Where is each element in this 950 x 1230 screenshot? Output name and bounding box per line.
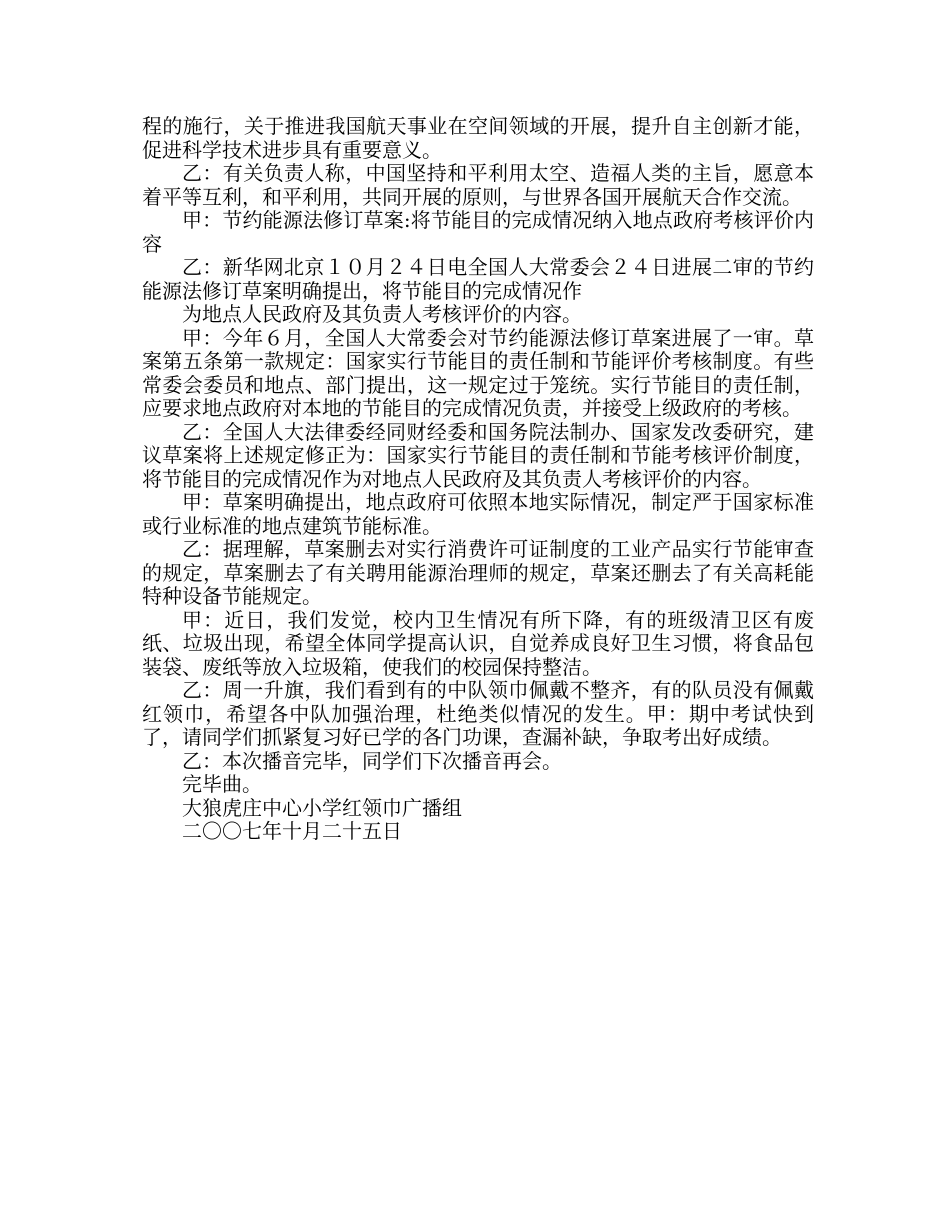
paragraph-10: 甲：近日，我们发觉，校内卫生情况有所下降，有的班级清卫区有废纸、垃圾出现，希望全体同学提高认识，自觉养成良好卫生习惯，将食品包装袋、废纸等放入垃圾箱，使我们的校园保持整洁。 bbox=[142, 607, 814, 679]
paragraph-6: 甲：今年６月，全国人大常委会对节约能源法修订草案进展了一审。草案第五条第一款规定：国家实行节能目的责任制和节能评价考核制度。有些常委会委员和地点、部门提出，这一规定过于笼统。实行节能目的责任制，应要求地点政府对本地的节能目的完成情况负责，并接受上级政府的考核。 bbox=[142, 325, 814, 420]
signature-date: 二〇〇七年十月二十五日 bbox=[182, 819, 402, 843]
paragraph-5: 为地点人民政府及其负责人考核评价的内容。 bbox=[182, 302, 582, 326]
closing-music: 完毕曲。 bbox=[182, 772, 262, 796]
paragraph-8: 甲：草案明确提出，地点政府可依照本地实际情况，制定严于国家标准或行业标准的地点建筑节能标准。 bbox=[142, 490, 814, 538]
signature-organization: 大狼虎庄中心小学红领巾广播组 bbox=[182, 795, 462, 820]
paragraph-12: 乙：本次播音完毕，同学们下次播音再会。 bbox=[182, 748, 562, 773]
paragraph-9: 乙：据理解，草案删去对实行消费许可证制度的工业产品实行节能审查的规定，草案删去了有关聘用能源治理师的规定，草案还删去了有关高耗能特种设备节能规定。 bbox=[142, 537, 814, 608]
paragraph-2: 乙：有关负责人称，中国坚持和平利用太空、造福人类的主旨，愿意本着平等互利，和平利用，共同开展的原则，与世界各国开展航天合作交流。 bbox=[142, 161, 814, 209]
paragraph-3: 甲：节约能源法修订草案:将节能目的完成情况纳入地点政府考核评价内容 bbox=[142, 208, 814, 256]
paragraph-1: 程的施行，关于推进我国航天事业在空间领域的开展，提升自主创新才能，促进科学技术进步具有重要意义。 bbox=[142, 114, 814, 162]
paragraph-11: 乙：周一升旗，我们看到有的中队领巾佩戴不整齐，有的队员没有佩戴红领巾，希望各中队加强治理，杜绝类似情况的发生。甲：期中考试快到了，请同学们抓紧复习好已学的各门功课，查漏补缺，争取考出好成绩。 bbox=[142, 678, 814, 749]
paragraph-7: 乙：全国人大法律委经同财经委和国务院法制办、国家发改委研究，建议草案将上述规定修正为：国家实行节能目的责任制和节能考核评价制度，将节能目的完成情况作为对地点人民政府及其负责人考核评价的内容。 bbox=[142, 419, 814, 491]
document-page bbox=[142, 115, 814, 844]
paragraph-4: 乙：新华网北京１０月２４日电全国人大常委会２４日进展二审的节约能源法修订草案明确提出，将节能目的完成情况作 bbox=[142, 255, 814, 303]
